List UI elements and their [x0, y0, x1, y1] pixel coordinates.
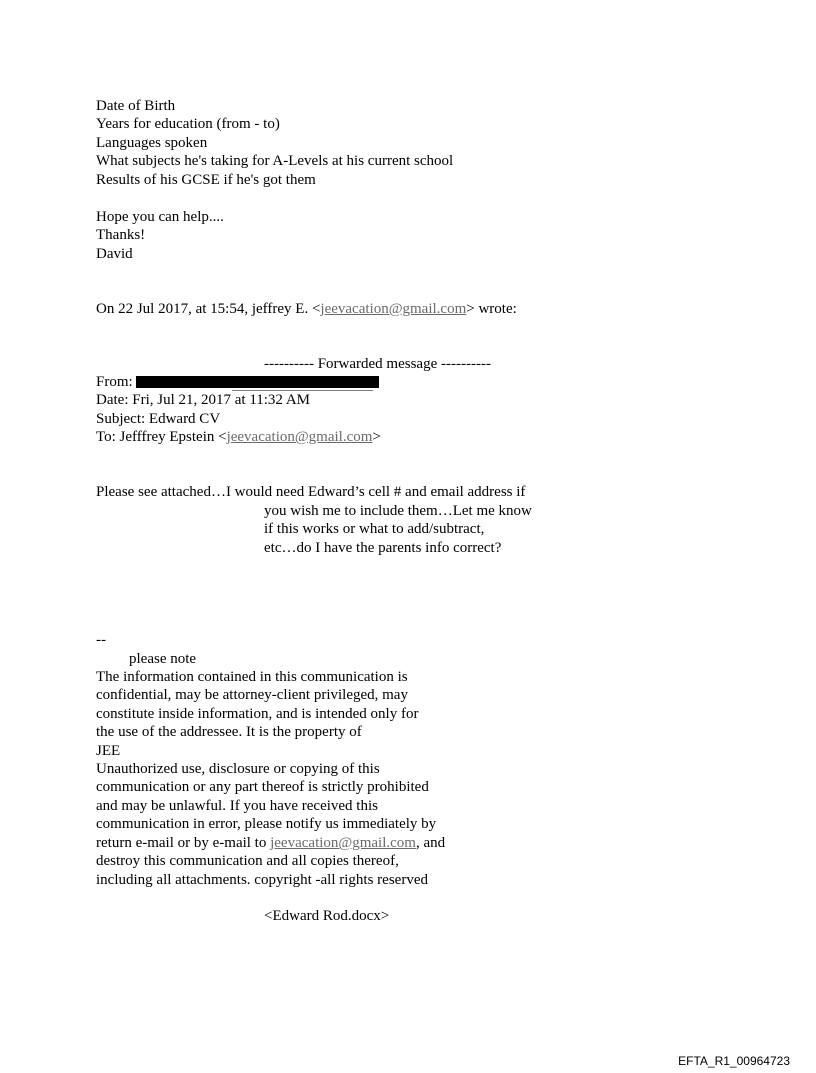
quote-header-suffix: > wrote:	[466, 301, 517, 317]
forwarded-from	[96, 373, 379, 391]
signature-separator: --	[96, 632, 106, 648]
forwarded-date: Date: Fri, Jul 21, 2017 at 11:32 AM	[96, 392, 311, 408]
disclaimer-line: and may be unlawful. If you have received this	[96, 798, 378, 814]
disclaimer-line: The information contained in this communication is	[96, 669, 408, 685]
forwarded-to-suffix: >	[372, 429, 381, 445]
forwarded-divider: ---------- Forwarded message ----------	[264, 356, 491, 372]
request-item-languages: Languages spoken	[96, 135, 208, 151]
signature-note: please note	[129, 651, 197, 667]
disclaimer-line: communication in error, please notify us immediately by	[96, 816, 437, 832]
attachment-name[interactable]: <Edward Rod.docx>	[264, 908, 390, 924]
request-item-gcse: Results of his GCSE if he's got them	[96, 172, 316, 188]
redaction-block	[136, 376, 379, 388]
forwarded-to	[96, 428, 381, 446]
request-item-dob: Date of Birth	[96, 98, 176, 114]
disclaimer-line: constitute inside information, and is intended only for	[96, 706, 419, 722]
disclaimer-return-suffix: , and	[415, 835, 446, 851]
body-line-4: etc…do I have the parents info correct?	[264, 540, 502, 556]
disclaimer-line: communication or any part thereof is strictly prohibited	[96, 779, 429, 795]
disclaimer-line: Unauthorized use, disclosure or copying of this	[96, 761, 380, 777]
disclaimer-line: confidential, may be attorney-client privileged, may	[96, 687, 408, 703]
disclaimer-line: including all attachments. copyright -all rights reserved	[96, 872, 428, 888]
request-item-a-levels: What subjects he's taking for A-Levels at his current school	[96, 153, 454, 169]
forwarded-from-label: From:	[96, 374, 133, 390]
quote-header-email-link[interactable]: jeevacation@gmail.com	[320, 301, 467, 317]
bates-number: EFTA_R1_00964723	[678, 1054, 790, 1068]
disclaimer-email-link[interactable]: jeevacation@gmail.com	[270, 835, 416, 851]
disclaimer-line: the use of the addressee. It is the property of	[96, 724, 362, 740]
quote-header	[96, 300, 517, 318]
closing-line-thanks: Thanks!	[96, 227, 146, 243]
quote-header-prefix: On 22 Jul 2017, at 15:54, jeffrey E. <	[96, 301, 321, 317]
forwarded-subject: Subject: Edward CV	[96, 411, 221, 427]
disclaimer-line: destroy this communication and all copies thereof,	[96, 853, 399, 869]
closing-signature: David	[96, 246, 133, 262]
forwarded-to-prefix: To: Jefffrey Epstein <	[96, 429, 227, 445]
closing-line-hope: Hope you can help....	[96, 209, 224, 225]
body-line-2: you wish me to include them…Let me know	[264, 503, 532, 519]
request-item-education-years: Years for education (from - to)	[96, 116, 280, 132]
forwarded-to-email-link[interactable]: jeevacation@gmail.com	[226, 429, 373, 445]
disclaimer-return-line	[96, 834, 445, 852]
disclaimer-line: JEE	[96, 743, 121, 759]
body-line-3: if this works or what to add/subtract,	[264, 521, 485, 537]
body-line-1: Please see attached…I would need Edward’s cell # and email address if	[96, 484, 526, 500]
disclaimer-return-prefix: return e-mail or by e-mail to	[96, 835, 271, 851]
